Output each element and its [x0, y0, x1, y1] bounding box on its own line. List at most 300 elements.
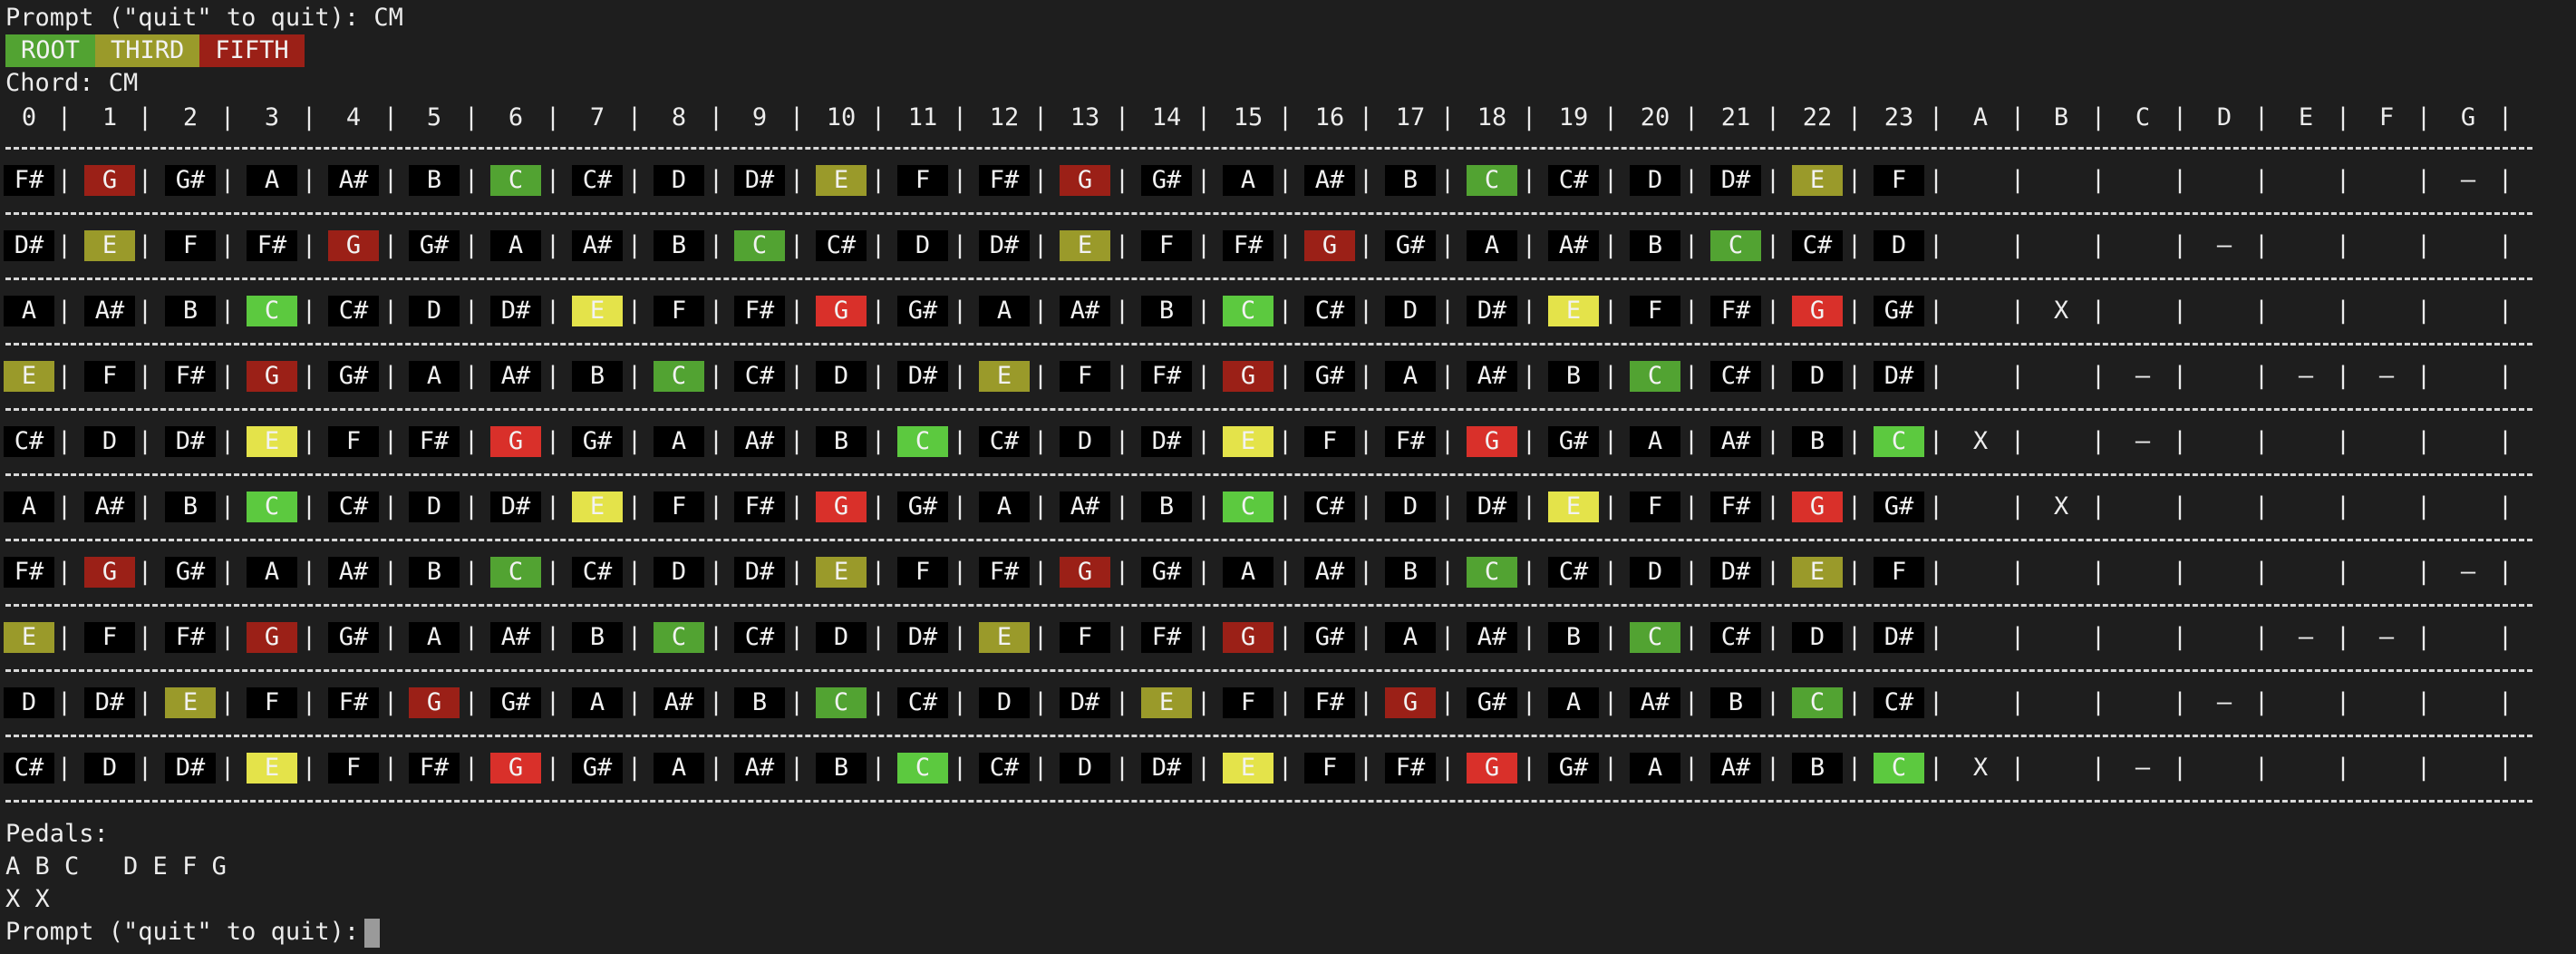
cell-separator: |: [789, 492, 805, 521]
cell-separator: |: [2335, 754, 2351, 782]
cell-separator: |: [1521, 492, 1537, 521]
fret-note: D: [1874, 230, 1924, 261]
cell-separator: |: [137, 623, 153, 651]
fret-number: 22: [1802, 103, 1833, 131]
fret-note: E: [165, 687, 216, 718]
cell-separator: |: [626, 166, 643, 194]
fret-note: C#: [979, 753, 1030, 784]
fret-note: A#: [490, 622, 541, 653]
cell-separator: |: [2416, 754, 2432, 782]
cell-separator: |: [383, 427, 399, 455]
cell-separator: |: [1683, 754, 1700, 782]
cell-separator: |: [463, 427, 479, 455]
cell-separator: |: [952, 492, 968, 521]
cell-separator: |: [2253, 623, 2270, 651]
fret-note: G: [409, 687, 460, 718]
cell-separator: |: [2172, 362, 2188, 390]
cell-separator: |: [2090, 688, 2106, 716]
cell-separator: |: [219, 754, 236, 782]
fret-number: 10: [826, 103, 857, 131]
cell-separator: |: [137, 166, 153, 194]
fret-note: F#: [409, 426, 460, 457]
cell-separator: |: [1521, 297, 1537, 325]
fret-note: D: [84, 426, 135, 457]
pedal-neutral-mark: –: [2460, 166, 2476, 194]
cell-separator: |: [1439, 688, 1456, 716]
fret-note: E: [84, 230, 135, 261]
cell-separator: |: [1114, 166, 1130, 194]
fret-note: F#: [1141, 361, 1192, 392]
prompt-input-line[interactable]: [5, 916, 380, 949]
cell-separator: |: [463, 362, 479, 390]
cell-separator: |: [870, 231, 886, 259]
cell-separator: |: [952, 297, 968, 325]
cell-separator: |: [789, 231, 805, 259]
fret-note: C#: [979, 426, 1030, 457]
cell-separator: |: [301, 231, 317, 259]
fret-note: C: [1792, 687, 1843, 718]
fret-note: A#: [572, 230, 623, 261]
fret-note: D#: [490, 296, 541, 326]
cell-separator: |: [1114, 427, 1130, 455]
pedal-neutral-mark: –: [2216, 231, 2232, 259]
fret-note: C#: [897, 687, 948, 718]
cell-separator: |: [1603, 362, 1619, 390]
fret-note: G#: [1467, 687, 1517, 718]
fret-note: C#: [1710, 622, 1761, 653]
column-separator: |: [1114, 103, 1130, 131]
fret-note: F#: [4, 165, 54, 196]
fret-note: D#: [1710, 165, 1761, 196]
fret-note: G#: [1141, 557, 1192, 588]
fret-note: D: [1792, 622, 1843, 653]
cell-separator: |: [545, 166, 561, 194]
cell-separator: |: [1928, 754, 1944, 782]
cell-separator: |: [1521, 754, 1537, 782]
fret-note: F: [1874, 165, 1924, 196]
cell-separator: |: [1114, 688, 1130, 716]
fret-note: A#: [1710, 753, 1761, 784]
column-separator: |: [1196, 103, 1212, 131]
pedal-neutral-mark: –: [2135, 362, 2151, 390]
cell-separator: |: [1032, 558, 1049, 586]
cell-separator: |: [1439, 492, 1456, 521]
fret-note: G: [1304, 230, 1355, 261]
row-divider: [5, 343, 2532, 346]
column-separator: |: [1521, 103, 1537, 131]
cell-separator: |: [2172, 754, 2188, 782]
cell-separator: |: [137, 297, 153, 325]
fret-number: F: [2378, 103, 2395, 131]
fret-note: A: [490, 230, 541, 261]
cell-separator: |: [1358, 492, 1374, 521]
fret-note: A: [409, 622, 460, 653]
cell-separator: |: [545, 231, 561, 259]
fret-note: C: [1874, 426, 1924, 457]
cell-separator: |: [2416, 166, 2432, 194]
cell-separator: |: [626, 362, 643, 390]
fret-note: A#: [1710, 426, 1761, 457]
cell-separator: |: [1521, 688, 1537, 716]
cell-separator: |: [2416, 297, 2432, 325]
cell-separator: |: [870, 492, 886, 521]
cell-separator: |: [2497, 231, 2513, 259]
fret-number: 12: [989, 103, 1020, 131]
cell-separator: |: [2009, 297, 2026, 325]
cell-separator: |: [1114, 362, 1130, 390]
fret-note: E: [4, 622, 54, 653]
cell-separator: |: [2253, 688, 2270, 716]
cell-separator: |: [137, 362, 153, 390]
cell-separator: |: [1765, 231, 1781, 259]
fret-note: F#: [247, 230, 297, 261]
fret-note: A: [1385, 622, 1436, 653]
cell-separator: |: [1358, 362, 1374, 390]
fret-note: G#: [1874, 296, 1924, 326]
fret-note: C: [1710, 230, 1761, 261]
fret-note: C#: [328, 296, 379, 326]
cell-separator: |: [626, 297, 643, 325]
fret-note: F#: [4, 557, 54, 588]
cell-separator: |: [870, 558, 886, 586]
row-divider: [5, 473, 2532, 476]
fret-number: 2: [182, 103, 199, 131]
fret-note: B: [816, 426, 867, 457]
cell-separator: |: [2335, 231, 2351, 259]
fret-note: E: [1223, 426, 1273, 457]
fret-note: F: [328, 753, 379, 784]
cell-separator: |: [56, 297, 73, 325]
cell-separator: |: [1521, 558, 1537, 586]
legend-third: THIRD: [95, 34, 199, 67]
fret-note: G: [816, 492, 867, 522]
cell-separator: |: [789, 362, 805, 390]
fret-note: C: [490, 557, 541, 588]
fret-note: D#: [84, 687, 135, 718]
cell-separator: |: [1683, 688, 1700, 716]
cell-separator: |: [1032, 427, 1049, 455]
cell-separator: |: [1928, 623, 1944, 651]
column-separator: |: [545, 103, 561, 131]
cell-separator: |: [1603, 688, 1619, 716]
fret-note: A#: [1630, 687, 1680, 718]
fret-note: E: [572, 492, 623, 522]
fret-note: A: [409, 361, 460, 392]
fret-note: C: [734, 230, 785, 261]
text-cursor: [364, 919, 380, 948]
pedal-neutral-mark: –: [2135, 754, 2151, 782]
fret-note: F: [1874, 557, 1924, 588]
cell-separator: |: [1358, 231, 1374, 259]
cell-separator: |: [952, 688, 968, 716]
fret-note: F: [1060, 622, 1110, 653]
fret-note: A#: [328, 557, 379, 588]
cell-separator: |: [789, 166, 805, 194]
cell-separator: |: [1765, 688, 1781, 716]
fret-note: G: [1060, 165, 1110, 196]
cell-separator: |: [2497, 297, 2513, 325]
fret-note: G#: [328, 622, 379, 653]
fret-note: F: [1630, 492, 1680, 522]
fret-note: B: [1548, 361, 1599, 392]
cell-separator: |: [708, 754, 724, 782]
fret-note: F: [1060, 361, 1110, 392]
cell-separator: |: [1439, 231, 1456, 259]
cell-separator: |: [56, 362, 73, 390]
cell-separator: |: [952, 166, 968, 194]
cell-separator: |: [1196, 297, 1212, 325]
cell-separator: |: [301, 754, 317, 782]
cell-separator: |: [1765, 297, 1781, 325]
cell-separator: |: [708, 166, 724, 194]
fret-note: D#: [897, 622, 948, 653]
cell-separator: |: [1196, 362, 1212, 390]
fret-note: G#: [897, 492, 948, 522]
pedal-engaged-mark: X: [2053, 297, 2069, 325]
cell-separator: |: [1928, 166, 1944, 194]
cell-separator: |: [870, 297, 886, 325]
fret-note: A: [1630, 753, 1680, 784]
cell-separator: |: [545, 492, 561, 521]
fret-note: F#: [1385, 426, 1436, 457]
cell-separator: |: [626, 231, 643, 259]
fret-note: E: [979, 622, 1030, 653]
fret-note: D: [816, 361, 867, 392]
cell-separator: |: [2090, 297, 2106, 325]
fret-number: 7: [589, 103, 605, 131]
fret-note: G#: [165, 557, 216, 588]
fret-note: B: [816, 753, 867, 784]
fret-note: E: [572, 296, 623, 326]
fret-note: A: [1467, 230, 1517, 261]
fret-note: D#: [979, 230, 1030, 261]
fret-note: G#: [1548, 753, 1599, 784]
legend-fifth: FIFTH: [199, 34, 304, 67]
cell-separator: |: [2416, 231, 2432, 259]
pedal-neutral-mark: –: [2460, 558, 2476, 586]
cell-separator: |: [383, 623, 399, 651]
cell-separator: |: [1114, 297, 1130, 325]
cell-separator: |: [1603, 754, 1619, 782]
column-separator: |: [1928, 103, 1944, 131]
cell-separator: |: [1846, 362, 1863, 390]
cell-separator: |: [219, 231, 236, 259]
column-separator: |: [789, 103, 805, 131]
fret-note: G#: [1548, 426, 1599, 457]
fret-note: C: [1874, 753, 1924, 784]
fret-note: C#: [734, 361, 785, 392]
fret-note: G#: [409, 230, 460, 261]
fret-note: C: [897, 753, 948, 784]
cell-separator: |: [1032, 688, 1049, 716]
column-separator: |: [2009, 103, 2026, 131]
cell-separator: |: [2172, 231, 2188, 259]
cell-separator: |: [1683, 231, 1700, 259]
cell-separator: |: [626, 623, 643, 651]
fret-note: C: [1467, 557, 1517, 588]
pedal-engaged-mark: X: [2053, 492, 2069, 521]
cell-separator: |: [2253, 427, 2270, 455]
cell-separator: |: [1114, 754, 1130, 782]
fret-note: E: [816, 165, 867, 196]
cell-separator: |: [1846, 558, 1863, 586]
cell-separator: |: [789, 623, 805, 651]
fret-note: E: [1792, 165, 1843, 196]
column-separator: |: [708, 103, 724, 131]
cell-separator: |: [1846, 427, 1863, 455]
column-separator: |: [1765, 103, 1781, 131]
cell-separator: |: [2172, 492, 2188, 521]
cell-separator: |: [383, 231, 399, 259]
fret-note: G#: [1304, 622, 1355, 653]
cell-separator: |: [2172, 297, 2188, 325]
fret-note: D#: [165, 753, 216, 784]
fret-note: F: [165, 230, 216, 261]
cell-separator: |: [219, 297, 236, 325]
cell-separator: |: [1032, 754, 1049, 782]
cell-separator: |: [1683, 427, 1700, 455]
cell-separator: |: [1521, 231, 1537, 259]
fret-note: C#: [1874, 687, 1924, 718]
fret-note: A: [572, 687, 623, 718]
cell-separator: |: [1928, 427, 1944, 455]
fret-note: B: [1792, 426, 1843, 457]
fret-note: A#: [1548, 230, 1599, 261]
column-separator: |: [301, 103, 317, 131]
fret-note: F#: [165, 622, 216, 653]
fret-note: B: [1141, 492, 1192, 522]
fret-note: A: [1223, 557, 1273, 588]
fret-note: D: [1060, 426, 1110, 457]
cell-separator: |: [383, 688, 399, 716]
cell-separator: |: [952, 754, 968, 782]
fret-number: 16: [1314, 103, 1345, 131]
cell-separator: |: [1683, 166, 1700, 194]
cell-separator: |: [56, 558, 73, 586]
fret-note: G: [1467, 753, 1517, 784]
column-separator: |: [952, 103, 968, 131]
cell-separator: |: [545, 688, 561, 716]
column-separator: |: [2416, 103, 2432, 131]
column-separator: |: [1439, 103, 1456, 131]
cell-separator: |: [1846, 166, 1863, 194]
cell-separator: |: [219, 362, 236, 390]
cell-separator: |: [1196, 492, 1212, 521]
fret-note: D#: [490, 492, 541, 522]
fret-note: G#: [572, 753, 623, 784]
cell-separator: |: [219, 427, 236, 455]
cell-separator: |: [2090, 558, 2106, 586]
cell-separator: |: [708, 427, 724, 455]
cell-separator: |: [545, 754, 561, 782]
cell-separator: |: [1683, 297, 1700, 325]
fret-note: D#: [1874, 361, 1924, 392]
cell-separator: |: [2009, 492, 2026, 521]
cell-separator: |: [545, 427, 561, 455]
fret-note: G: [84, 557, 135, 588]
cell-separator: |: [870, 688, 886, 716]
cell-separator: |: [137, 492, 153, 521]
fret-note: A: [1385, 361, 1436, 392]
cell-separator: |: [2335, 492, 2351, 521]
fret-note: F#: [1385, 753, 1436, 784]
fret-note: G#: [1304, 361, 1355, 392]
fret-number: 5: [426, 103, 442, 131]
fret-note: E: [979, 361, 1030, 392]
cell-separator: |: [56, 427, 73, 455]
fret-note: G#: [490, 687, 541, 718]
cell-separator: |: [301, 623, 317, 651]
cell-separator: |: [1277, 623, 1293, 651]
fret-note: A: [979, 492, 1030, 522]
cell-separator: |: [1439, 754, 1456, 782]
cell-separator: |: [1439, 558, 1456, 586]
fret-note: A#: [1060, 296, 1110, 326]
pedal-neutral-mark: –: [2216, 688, 2232, 716]
cell-separator: |: [626, 688, 643, 716]
cell-separator: |: [2090, 231, 2106, 259]
fret-note: B: [1710, 687, 1761, 718]
fret-note: A#: [1467, 361, 1517, 392]
fret-note: D#: [734, 165, 785, 196]
fret-note: F: [84, 361, 135, 392]
cell-separator: |: [708, 688, 724, 716]
fret-note: D: [409, 492, 460, 522]
cell-separator: |: [1032, 362, 1049, 390]
fret-note: F#: [1304, 687, 1355, 718]
cell-separator: |: [301, 558, 317, 586]
cell-separator: |: [463, 754, 479, 782]
fret-note: F: [654, 492, 704, 522]
cell-separator: |: [56, 754, 73, 782]
cell-separator: |: [2416, 362, 2432, 390]
cell-separator: |: [2009, 754, 2026, 782]
cell-separator: |: [1439, 362, 1456, 390]
fret-note: B: [165, 296, 216, 326]
fret-note: B: [409, 165, 460, 196]
fret-note: C#: [816, 230, 867, 261]
fret-note: E: [247, 753, 297, 784]
pedals-names: A B C D E F G: [5, 852, 227, 881]
fret-note: E: [1792, 557, 1843, 588]
fret-note: A#: [84, 296, 135, 326]
fret-number: B: [2053, 103, 2069, 131]
cell-separator: |: [1114, 623, 1130, 651]
row-divider: [5, 277, 2532, 280]
fret-note: F#: [1710, 492, 1761, 522]
fret-note: D#: [165, 426, 216, 457]
cell-separator: |: [2497, 427, 2513, 455]
cell-separator: |: [1196, 754, 1212, 782]
cell-separator: |: [1521, 166, 1537, 194]
cell-separator: |: [626, 754, 643, 782]
fret-note: F#: [328, 687, 379, 718]
cell-separator: |: [1358, 427, 1374, 455]
cell-separator: |: [1196, 688, 1212, 716]
fret-note: C#: [572, 557, 623, 588]
cell-separator: |: [2497, 166, 2513, 194]
cell-separator: |: [219, 492, 236, 521]
cell-separator: |: [1603, 427, 1619, 455]
fret-note: F#: [979, 165, 1030, 196]
pedal-engaged-mark: X: [1972, 427, 1989, 455]
cell-separator: |: [2416, 427, 2432, 455]
cell-separator: |: [1196, 166, 1212, 194]
fret-note: E: [4, 361, 54, 392]
fret-note: A#: [734, 426, 785, 457]
cell-separator: |: [56, 623, 73, 651]
fret-note: B: [734, 687, 785, 718]
